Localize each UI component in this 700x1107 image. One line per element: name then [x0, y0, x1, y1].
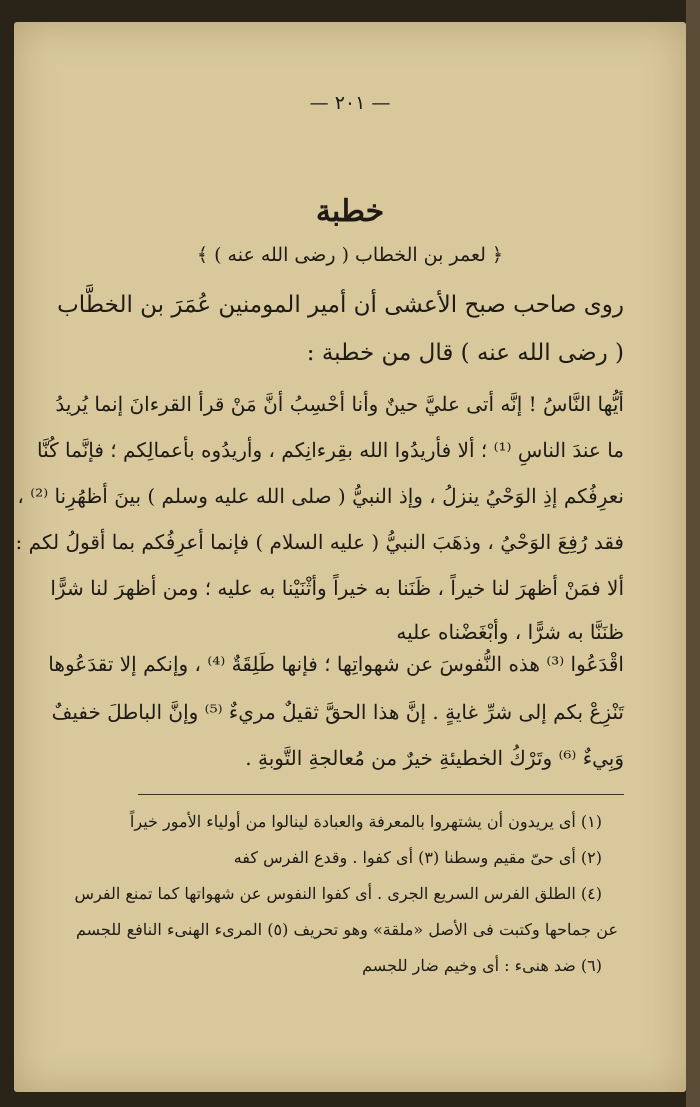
sermon-subtitle: ﴿ لعمر بن الخطاب ( رضى الله عنه ) ﴾ — [196, 244, 504, 266]
paragraph-line: تَنْزِعْ بكم إلى شرِّ غايةٍ . إنَّ هذا الحقَّ ثقيلٌ مريءٌ ⁽⁵⁾ وإنَّ الباطلَ خفيفٌ — [51, 700, 624, 724]
footnote: (١) أى يريدون أن يشتهروا بالمعرفة والعبادة لينالوا من أولياء الأمور خيراً — [129, 812, 602, 831]
sermon-title: خطبة — [315, 194, 385, 229]
paragraph-line: ما عندَ الناسِ ⁽¹⁾ ؛ ألا فأريدُوا الله بقِرءانِكم ، وأريدُوه بأعمالِكم ؛ فإنَّما كُنَّا — [37, 438, 624, 462]
footnote-divider — [138, 794, 624, 795]
footnote: (٦) ضد هنىء : أى وخيم ضار للجسم — [362, 956, 602, 975]
intro-line: ( رضى الله عنه ) قال من خطبة : — [306, 340, 624, 366]
paragraph-line: فقد رُفِعَ الوَحْيُ ، وذهَبَ النبيُّ ( عليه السلام ) فإنما أعرِفُكم بما أقولُ لكم : — [15, 530, 624, 554]
intro-line: روى صاحب صبح الأعشى أن أمير المومنين عُمَرَ بن الخطَّاب — [57, 292, 624, 318]
paragraph-line: أيُّها النَّاسُ ! إنَّه أتى عليَّ حينٌ وأنا أحْسِبُ أنَّ مَنْ قرأ القرءانَ إنما يُريدُ — [55, 392, 624, 416]
footnote: (٤) الطلق الفرس السريع الجرى . أى كفوا النفوس عن شهواتها كما تمنع الفرس — [74, 884, 602, 903]
paragraph-line: اقْدَعُوا ⁽³⁾ هذه النُّفوسَ عن شهواتِها ؛ فإنها طَلِقَةٌ ⁽⁴⁾ ، وإنكم إلا تقدَعُوها — [48, 652, 624, 676]
book-page — [14, 22, 686, 1092]
paragraph-line: وَبِيءٌ ⁽⁶⁾ وتَرْكُ الخطيئةِ خيرٌ من مُعالجةِ التَّوبةِ . — [245, 746, 624, 770]
book-spine-edge — [686, 0, 700, 1107]
paragraph-line: ظنَنَّا به شرًّا ، وأبْغَضْناه عليه — [396, 620, 624, 644]
footnote: عن جماحها وكتبت فى الأصل «ملقة» وهو تحريف (٥) المرىء الهنىء النافع للجسم — [76, 920, 618, 939]
page-number: — ٢٠١ — — [309, 92, 391, 114]
paragraph-line: ألا فمَنْ أظهرَ لنا خيراً ، ظَنَنا به خيراً وأثْنَيْنا به عليه ؛ ومن أظهرَ لنا شرًّا — [50, 576, 624, 600]
paragraph-line: نعرِفُكم إذِ الوَحْيُ ينزلُ ، وإذ النبيُّ ( صلى الله عليه وسلم ) بينَ أظهُرِنا ⁽²⁾ ، — [17, 484, 624, 508]
footnote: (٢) أى حىّ مقيم وسطنا (٣) أى كفوا . وقدع الفرس كفه — [233, 848, 602, 867]
